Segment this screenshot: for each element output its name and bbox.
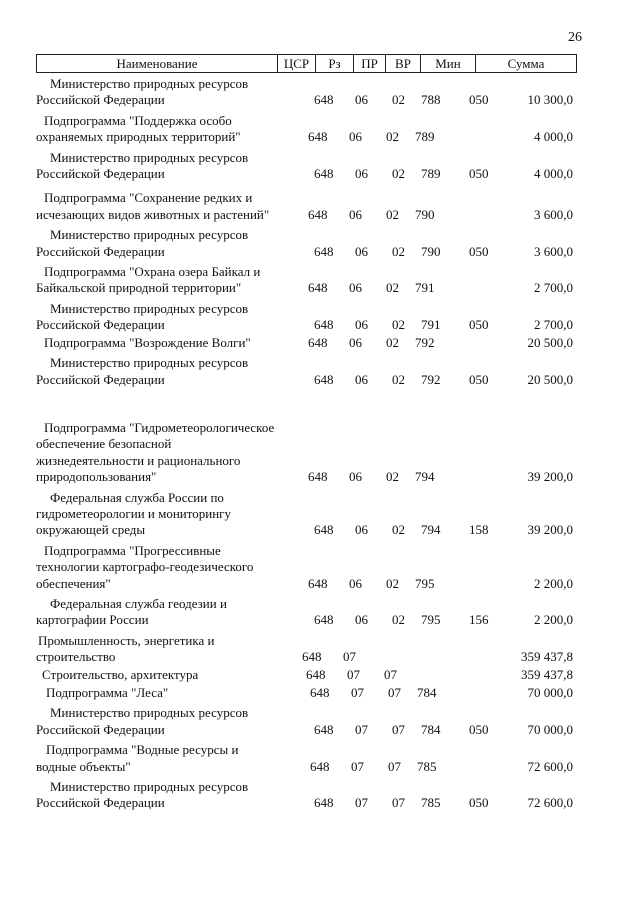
row-csr: 648 (314, 721, 334, 737)
row-csr: 648 (314, 243, 334, 259)
row-name: Министерство природных ресурсов Российской Федерации (36, 149, 249, 182)
row-csr: 648 (314, 522, 334, 538)
row-vr: 791 (421, 317, 441, 333)
row-min: 050 (469, 92, 489, 108)
table-row (36, 420, 577, 486)
table-row (36, 76, 577, 109)
page-number: 26 (568, 30, 582, 45)
row-name: Подпрограмма "Сохранение редких и исчезающих видов животных и растений" (36, 190, 270, 222)
row-name: Подпрограмма "Возрождение Волги" (44, 334, 251, 350)
table-row (36, 779, 577, 812)
row-csr: 648 (310, 685, 330, 700)
table-header (36, 54, 577, 73)
row-pr: 02 (392, 243, 405, 259)
row-csr: 648 (308, 129, 328, 145)
table-row (36, 264, 577, 297)
row-vr: 792 (415, 334, 435, 350)
row-csr: 648 (314, 612, 334, 628)
table-row (36, 355, 577, 388)
row-rz: 06 (349, 206, 362, 222)
row-rz: 06 (355, 243, 368, 259)
table-body (36, 76, 577, 812)
row-min: 050 (469, 243, 489, 259)
header-rz: Рз (316, 55, 354, 72)
row-sum: 39 200,0 (527, 522, 573, 538)
row-sum: 3 600,0 (534, 243, 573, 259)
row-csr: 648 (314, 795, 334, 811)
row-pr: 07 (388, 685, 401, 700)
table-row (36, 335, 577, 351)
row-rz: 07 (347, 666, 360, 682)
row-vr: 795 (421, 612, 441, 628)
row-vr: 795 (415, 575, 435, 591)
row-vr: 784 (417, 685, 437, 700)
row-sum: 70 000,0 (527, 721, 573, 737)
row-csr: 648 (314, 317, 334, 333)
row-pr: 02 (386, 334, 399, 350)
row-name: Подпрограмма "Поддержка особо охраняемых природных территорий" (36, 112, 241, 145)
table-row (36, 543, 577, 592)
table-row (36, 227, 577, 260)
row-vr: 788 (421, 92, 441, 108)
row-sum: 39 200,0 (527, 469, 573, 485)
row-pr: 02 (386, 129, 399, 145)
row-pr: 02 (392, 371, 405, 387)
row-rz: 07 (355, 721, 368, 737)
row-min: 050 (469, 166, 489, 182)
row-vr: 790 (421, 243, 441, 259)
row-sum: 3 600,0 (534, 206, 573, 222)
row-sum: 72 600,0 (527, 758, 573, 774)
row-pr: 07 (388, 758, 401, 774)
row-sum: 2 700,0 (534, 317, 573, 333)
table-row (36, 596, 577, 629)
row-pr: 07 (392, 721, 405, 737)
row-sum: 10 300,0 (527, 92, 573, 108)
row-min: 050 (469, 721, 489, 737)
table-row (36, 705, 577, 738)
table-row (36, 685, 577, 701)
row-rz: 07 (355, 795, 368, 811)
row-min: 050 (469, 317, 489, 333)
row-rz: 06 (349, 469, 362, 485)
row-name: Подпрограмма "Водные ресурсы и водные объекты" (36, 742, 239, 774)
row-vr: 792 (421, 371, 441, 387)
row-min: 050 (469, 795, 489, 811)
header-pr: ПР (354, 55, 386, 72)
row-pr: 02 (386, 575, 399, 591)
row-name: Подпрограмма "Охрана озера Байкал и Байкальской природной территории" (36, 264, 261, 296)
row-rz: 06 (349, 280, 362, 296)
header-vr: ВР (386, 55, 421, 72)
row-pr: 02 (392, 612, 405, 628)
table-row (36, 667, 577, 683)
row-rz: 06 (355, 371, 368, 387)
row-vr: 794 (415, 469, 435, 485)
row-rz: 06 (355, 317, 368, 333)
row-vr: 784 (421, 721, 441, 737)
row-min: 050 (469, 371, 489, 387)
row-name: Министерство природных ресурсов Российской Федерации (36, 779, 249, 811)
row-sum: 70 000,0 (527, 685, 573, 700)
row-csr: 648 (314, 371, 334, 387)
row-csr: 648 (314, 92, 334, 108)
row-name: Министерство природных ресурсов Российской Федерации (36, 300, 249, 333)
row-csr: 648 (308, 334, 328, 350)
row-name: Федеральная служба геодезии и картографии России (36, 595, 227, 628)
row-name: Министерство природных ресурсов Российской Федерации (36, 76, 249, 108)
row-vr: 794 (421, 522, 441, 538)
row-rz: 07 (343, 649, 356, 665)
row-sum: 2 200,0 (534, 575, 573, 591)
header-name: Наименование (37, 55, 278, 72)
row-vr: 785 (417, 758, 437, 774)
row-name: Федеральная служба России по гидрометеорологии и мониторингу окружающей среды (36, 489, 232, 538)
row-pr: 02 (386, 469, 399, 485)
row-pr: 07 (384, 666, 397, 682)
row-sum: 2 200,0 (534, 612, 573, 628)
row-rz: 06 (355, 166, 368, 182)
row-pr: 02 (386, 206, 399, 222)
header-min: Мин (421, 55, 476, 72)
row-csr: 648 (314, 166, 334, 182)
row-sum: 359 437,8 (521, 649, 573, 665)
row-name: Подпрограмма "Гидрометеорологическое обеспечение безопасной жизнедеятельности и рационального природопользования" (36, 419, 275, 485)
row-csr: 648 (302, 649, 322, 665)
row-rz: 07 (351, 685, 364, 700)
row-vr: 791 (415, 280, 435, 296)
table-row (36, 150, 577, 183)
row-csr: 648 (306, 666, 326, 682)
row-csr: 648 (308, 469, 328, 485)
row-name: Промышленность, энергетика и строительство (36, 632, 215, 665)
table-row (36, 742, 577, 775)
row-rz: 06 (355, 92, 368, 108)
table-row (36, 113, 577, 146)
row-pr: 02 (392, 317, 405, 333)
table-row (36, 190, 577, 223)
row-min: 156 (469, 612, 489, 628)
row-sum: 20 500,0 (527, 371, 573, 387)
row-vr: 789 (415, 129, 435, 145)
row-vr: 790 (415, 206, 435, 222)
table-row (36, 633, 577, 666)
row-vr: 785 (421, 795, 441, 811)
row-sum: 2 700,0 (534, 280, 573, 296)
row-name: Министерство природных ресурсов Российской Федерации (36, 227, 249, 259)
row-rz: 06 (355, 522, 368, 538)
row-name: Подпрограмма "Леса" (46, 685, 169, 700)
row-pr: 02 (392, 522, 405, 538)
row-pr: 02 (386, 280, 399, 296)
row-name: Министерство природных ресурсов Российской Федерации (36, 355, 249, 387)
row-csr: 648 (308, 575, 328, 591)
row-min: 158 (469, 522, 489, 538)
row-rz: 07 (351, 758, 364, 774)
row-csr: 648 (308, 280, 328, 296)
row-sum: 4 000,0 (534, 129, 573, 145)
header-csr: ЦСР (278, 55, 316, 72)
header-sum: Сумма (507, 56, 545, 71)
row-sum: 72 600,0 (527, 795, 573, 811)
row-pr: 02 (392, 92, 405, 108)
row-pr: 07 (392, 795, 405, 811)
row-rz: 06 (349, 575, 362, 591)
row-sum: 20 500,0 (527, 334, 573, 350)
row-name: Подпрограмма "Прогрессивные технологии картографо-геодезического обеспечения" (36, 542, 254, 591)
row-name: Строительство, архитектура (42, 666, 199, 682)
row-rz: 06 (349, 129, 362, 145)
row-rz: 06 (355, 612, 368, 628)
row-rz: 06 (349, 334, 362, 350)
row-vr: 789 (421, 166, 441, 182)
row-pr: 02 (392, 166, 405, 182)
row-sum: 4 000,0 (534, 166, 573, 182)
row-name: Министерство природных ресурсов Российской Федерации (36, 705, 249, 737)
row-csr: 648 (308, 206, 328, 222)
table-row (36, 301, 577, 334)
row-csr: 648 (310, 758, 330, 774)
row-sum: 359 437,8 (521, 666, 573, 682)
table-row (36, 490, 577, 539)
